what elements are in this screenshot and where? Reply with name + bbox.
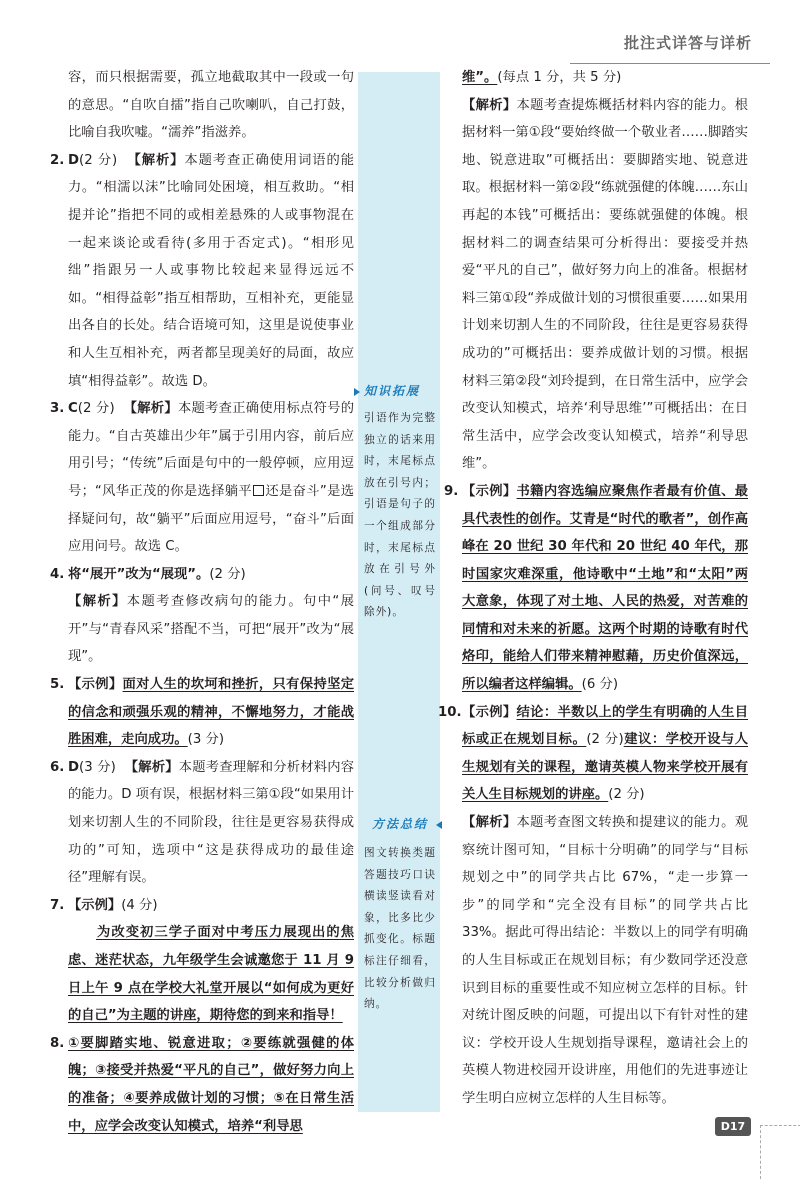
answer-item-2 [52, 147, 354, 395]
example-tag: 【示例】 [462, 483, 517, 499]
answer-item-3 [52, 395, 354, 561]
analysis-tag: 【解析】 [127, 152, 185, 168]
analysis-text: 本题考查修改病句的能力。句中“展开”与“青春风采”搭配不当，可把“展开”改为“展现”。 [68, 594, 355, 665]
analysis-tag: 【解析】 [124, 759, 179, 775]
answer-text-cont: 维”。 [462, 70, 498, 85]
score: (6 分) [581, 677, 619, 693]
score: (3 分) [187, 732, 225, 748]
blank-box [253, 485, 264, 496]
item-number: 6. [50, 759, 65, 775]
analysis-tag: 【解析】 [68, 594, 127, 610]
item-number: 9. [444, 483, 459, 499]
analysis-text: 本题考查理解和分析材料内容的能力。D 项有误，根据材料三第①段“如果用计划来切割人生的不同阶段，往往是更容易获得成功的”可知，选项中“这是获得成功的最佳途径”理解有误。 [68, 759, 355, 886]
item-number: 8. [50, 1035, 65, 1051]
corner-dotted-frame [760, 1125, 800, 1179]
item-number: 5. [50, 677, 65, 693]
method-body: 图文转换类题答题技巧口诀横读竖读看对象，比多比少抓变化。标题标注仔细看，比较分析做归纳。 [364, 847, 436, 1011]
item-number: 2. [50, 152, 65, 168]
item-number: 4. [50, 566, 65, 582]
score: (2 分) [77, 401, 115, 417]
method-heading: 方法总结 [372, 817, 429, 831]
conclusion-text: 结论：半数以上的学生有明确的人生目标或正在规划目标。 [462, 704, 749, 748]
score: (4 分) [121, 897, 158, 913]
example-text: 书籍内容选编应聚焦作者最有价值、最具代表性的创作。艾青是“时代的歌者”，创作高峰在 20 世纪 30 年代和 20 世纪 40 年代，那时国家灾难深重，他诗歌中“土地”和“太阳”两大意象，体现了对土地、人民的热爱，对苦难的同情和对未来的祈愿。这两个时期的诗歌有时代烙印，能给人们带来精神慰藉，历史价值深远，所以编者这样编辑。 [462, 483, 749, 693]
answer-letter: D [68, 152, 80, 168]
knowledge-heading: 知识拓展 [364, 384, 421, 398]
answer-text: 将“展开”改为“展现”。 [68, 566, 210, 582]
item-number: 3. [50, 401, 65, 417]
score: (3 分) [79, 759, 116, 775]
example-tag: 【示例】 [462, 704, 517, 720]
answer-item-10 [438, 699, 749, 1113]
answer-item-5 [52, 671, 354, 754]
example-tag: 【示例】 [68, 677, 123, 693]
example-tag: 【示例】 [68, 897, 122, 913]
analysis-tag: 【解析】 [462, 97, 517, 113]
item-number: 10. [438, 704, 462, 720]
score: (2 分) [209, 566, 246, 582]
right-column [438, 64, 749, 1113]
knowledge-body: 引语作为完整独立的话来用时，末尾标点放在引号内；引语是句子的一个组成部分时，末尾标点放在引号外(问号、叹号除外)。 [364, 412, 436, 619]
answer-item-8-continued [446, 64, 748, 478]
answer-item-4 [52, 561, 354, 671]
item-number: 7. [50, 897, 65, 913]
method-arrow [436, 821, 442, 829]
answer-text: ①要脚踏实地、锐意进取；②要练就强健的体魄；③接受并热爱“平凡的自己”，做好努力向上的准备；④要养成做计划的习惯；⑤在日常生活中，应学会改变认知模式，培养“利导思 [68, 1035, 354, 1134]
q1-continuation: 容，而只根据需要，孤立地截取其中一段或一句的意思。“自吹自擂”指自己吹喇叭，自己打鼓，比喻自我吹嘘。“濡养”指滋养。 [68, 70, 354, 141]
analysis-tag: 【解析】 [462, 815, 517, 831]
left-column [52, 64, 354, 1140]
score: (2 分) [586, 732, 624, 748]
analysis-text-cont: 还是奋斗”是选择疑问句，故“躺平”后面应用逗号，“奋斗”后面应用问号。故选 C。 [68, 483, 355, 555]
header-title: 批注式详答与详析 [623, 34, 752, 52]
analysis-text: 本题考查正确使用标点符号的能力。“自古英雄出少年”属于引用内容，前后应用引号；“传统”后面是句中的一般停顿，应用逗号；“风华正茂的你是选择躺平 [68, 401, 355, 499]
example-text: 面对人生的坎坷和挫折，只有保持坚定的信念和顽强乐观的精神，不懈地努力，才能战胜困难，走向成功。 [68, 677, 355, 748]
analysis-tag: 【解析】 [123, 401, 178, 417]
answer-item-8 [52, 1030, 354, 1140]
answer-item-7 [52, 892, 354, 1030]
answer-letter: D [68, 759, 80, 775]
page-number-badge: D17 [715, 1117, 751, 1136]
score: (每点 1 分，共 5 分) [497, 70, 622, 85]
answer-letter: C [68, 401, 78, 417]
knowledge-arrow [354, 388, 360, 396]
analysis-text: 本题考查正确使用词语的能力。“相濡以沫”比喻同处困境，相互救助。“相提并论”指把不同的或相差悬殊的人或事物混在一起来谈论或看待(多用于否定式)。“相形见绌”指跟另一人或事物比较起来显得远远不如。“相得益彰”指互相帮助，互相补充，更能显出各自的长处。结合语境可知，这里是说使事业和人生互相补充，两者都呈现美好的局面，故应填“相得益彰”。故选 D。 [68, 152, 355, 389]
answer-item-9 [446, 478, 748, 699]
analysis-text: 本题考查提炼概括材料内容的能力。根据材料一第①段“要始终做一个敬业者……脚踏实地、锐意进取”可概括出：要脚踏实地、锐意进取。根据材料一第②段“练就强健的体魄……东山再起的本钱”可概括出：要练就强健的体魄。根据材料二的调查结果可分析得出：要接受并热爱“平凡的自己”，做好努力向上的准备。根据材料三第①段“养成做计划的习惯很重要……如果用计划来切割人生的不同阶段，往往是更容易获得成功的”可概括出：要养成做计划的习惯。根据材料三第②段“刘玲提到，在日常生活中，应学会改变认知模式，培养‘利导思维’”可概括出：在日常生活中，应学会改变认知模式，培养“利导思维”。 [462, 97, 749, 472]
example-text: 为改变初三学子面对中考压力展现出的焦虑、迷茫状态，九年级学生会诚邀您于 11 月 9 日上午 9 点在学校大礼堂开展以“如何成为更好的自己”为主题的讲座，期待您的到来和指导！ [68, 925, 354, 1024]
score: (2 分) [79, 152, 118, 168]
suggestion-text: 建议：学校开设与人生规划有关的课程，邀请英模人物来学校开展有关人生目标规划的讲座。 [462, 732, 749, 803]
analysis-text: 本题考查图文转换和提建议的能力。观察统计图可知，“目标十分明确”的同学与“目标规划之中”的同学共占比 67%，“走一步算一步”的同学和“完全没有目标”的同学共占比 33%。据此可得出结论：半数以上的同学有明确的人生目标或正在规划目标；有少数同学还没意识到目标的重要性或不知应树立怎样的目标。针对统计图反映的问题，可提出以下有针对性的建议：学校开设人生规划指导课程，邀请社会上的英模人物进校园开设讲座，用他们的先进事迹让学生明白应树立怎样的人生目标等。 [462, 815, 749, 1106]
score: (2 分) [608, 787, 645, 803]
answer-item-6 [52, 754, 354, 892]
